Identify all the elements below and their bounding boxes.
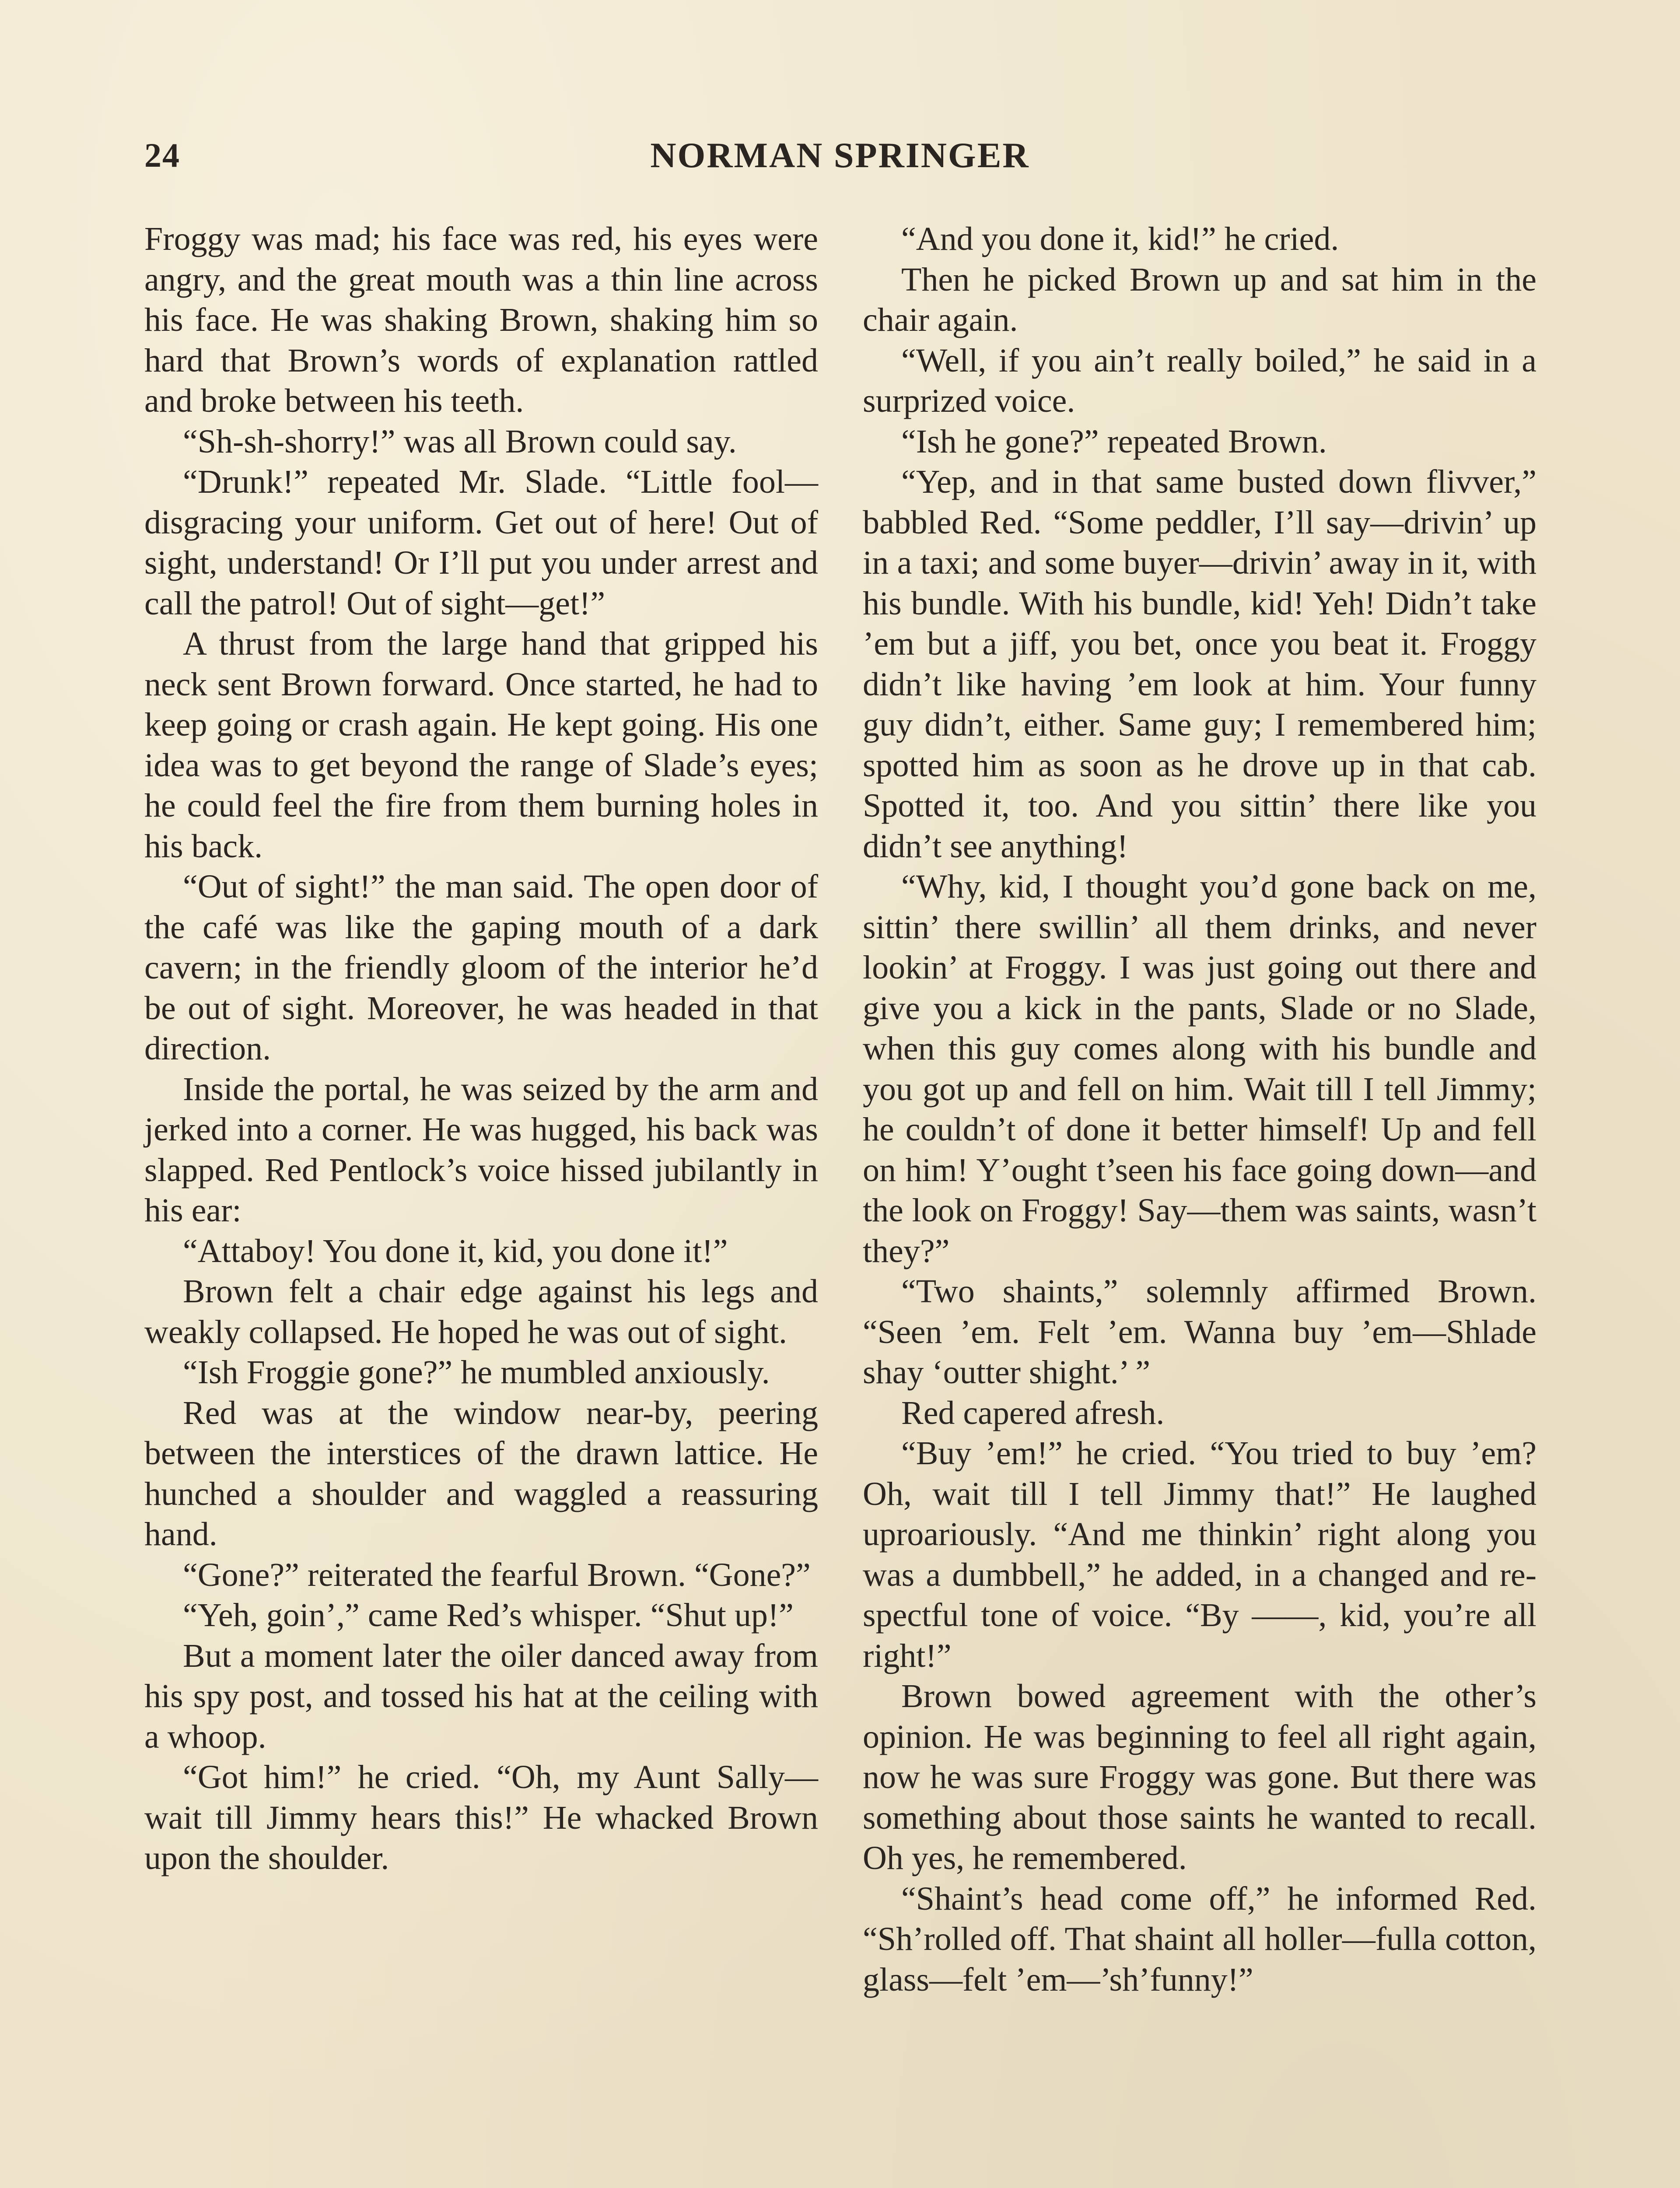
left-text-column [144,219,818,1879]
paragraph: “Two shaints,” solemnly affirmed Brown. “Seen ’em. Felt ’em. Wanna buy ’em—Shlade shay ‘outter shight.’ ” [863,1273,1536,1391]
paragraph: “Shaint’s head come off,” he informed Red. “Sh’rolled off. That shaint all holler—fulla cotton, glass—felt ’em—’sh’funny!” [863,1880,1536,1998]
paragraph: Red was at the window near-by, peering between the interstices of the drawn lattice. He hunched a shoulder and waggled a reassuring hand. [144,1394,818,1553]
paragraph: “Ish he gone?” repeated Brown. [901,423,1327,460]
paragraph: “Attaboy! You done it, kid, you done it!” [183,1232,728,1269]
paragraph: “Buy ’em!” he cried. “You tried to buy ’em? Oh, wait till I tell Jimmy that!” He laughed uproariously. “And me thinkin’ right along you was a dumbbell,” he added, in a changed and respectful tone of voice. “By ——, kid, you’re all right!” [863,1435,1536,1674]
paragraph: A thrust from the large hand that gripped his neck sent Brown forward. Once started, he had to keep going or crash again. He kept going. His one idea was to get beyond the range of Slade’s eyes; he could feel the fire from them burning holes in his back. [144,625,818,865]
paragraph: Red capered afresh. [901,1394,1165,1431]
paragraph: “Well, if you ain’t really boiled,” he said in a surprized voice. [863,342,1536,419]
paragraph: Then he picked Brown up and sat him in the chair again. [863,261,1536,338]
page-header [0,131,1680,179]
running-head: NORMAN SPRINGER [650,135,1030,175]
paragraph: “Out of sight!” the man said. The open door of the café was like the gaping mouth of a dark cavern; in the friendly gloom of the interior he’d be out of sight. Moreover, he was headed in that direction. [144,868,818,1067]
paragraph: “Gone?” reiterated the fearful Brown. “Gone?” [183,1556,811,1593]
page-number: 24 [144,136,180,174]
paragraph: “Drunk!” repeated Mr. Slade. “Little fool—disgracing your uniform. Get out of here! Out of sight, understand! Or I’ll put you under arrest and call the patrol! Out of sight—get!” [144,463,818,622]
paragraph: “And you done it, kid!” he cried. [901,221,1339,257]
paragraph: “Ish Froggie gone?” he mumbled anxiously. [183,1354,770,1391]
paragraph: Brown felt a chair edge against his legs and weakly collapsed. He hoped he was out of sight. [144,1273,818,1350]
paragraph: “Sh-sh-shorry!” was all Brown could say. [183,423,737,460]
paragraph: “Why, kid, I thought you’d gone back on me, sittin’ there swillin’ all them drinks, and never lookin’ at Froggy. I was just going out there and give you a kick in the pants, Slade or no Slade, when this guy comes along with his bundle and you got up and fell on him. Wait till I tell Jimmy; he couldn’t of done it better himself! Up and fell on him! Y’ought t’seen his face going down—and the look on Froggy! Say—them was saints, wasn’t they?” [863,868,1536,1269]
paragraph: “Yeh, goin’,” came Red’s whisper. “Shut up!” [183,1597,794,1634]
paragraph: “Got him!” he cried. “Oh, my Aunt Sally—wait till Jimmy hears this!” He whacked Brown upon the shoulder. [144,1759,818,1876]
paragraph: Froggy was mad; his face was red, his eyes were angry, and the great mouth was a thin line across his face. He was shaking Brown, shaking him so hard that Brown’s words of explanation rattled and broke between his teeth. [144,221,818,419]
right-text-column [863,219,1536,2000]
paragraph: Inside the portal, he was seized by the arm and jerked into a corner. He was hugged, his back was slapped. Red Pentlock’s voice hissed jubilantly in his ear: [144,1070,818,1229]
paragraph: “Yep, and in that same busted down flivver,” babbled Red. “Some peddler, I’ll say—drivin’ up in a taxi; and some buyer—drivin’ away in it, with his bundle. With his bundle, kid! Yeh! Didn’t take ’em but a jiff, you bet, once you beat it. Froggy didn’t like having ’em look at him. Your funny guy didn’t, either. Same guy; I remembered him; spotted him as soon as he drove up in that cab. Spotted it, too. And you sittin’ there like you didn’t see anything! [863,463,1536,865]
paragraph: But a moment later the oiler danced away from his spy post, and tossed his hat at the ceiling with a whoop. [144,1637,818,1755]
paragraph: Brown bowed agreement with the other’s opinion. He was beginning to feel all right again, now he was sure Froggy was gone. But there was something about those saints he wanted to recall. Oh yes, he remembered. [863,1678,1536,1876]
